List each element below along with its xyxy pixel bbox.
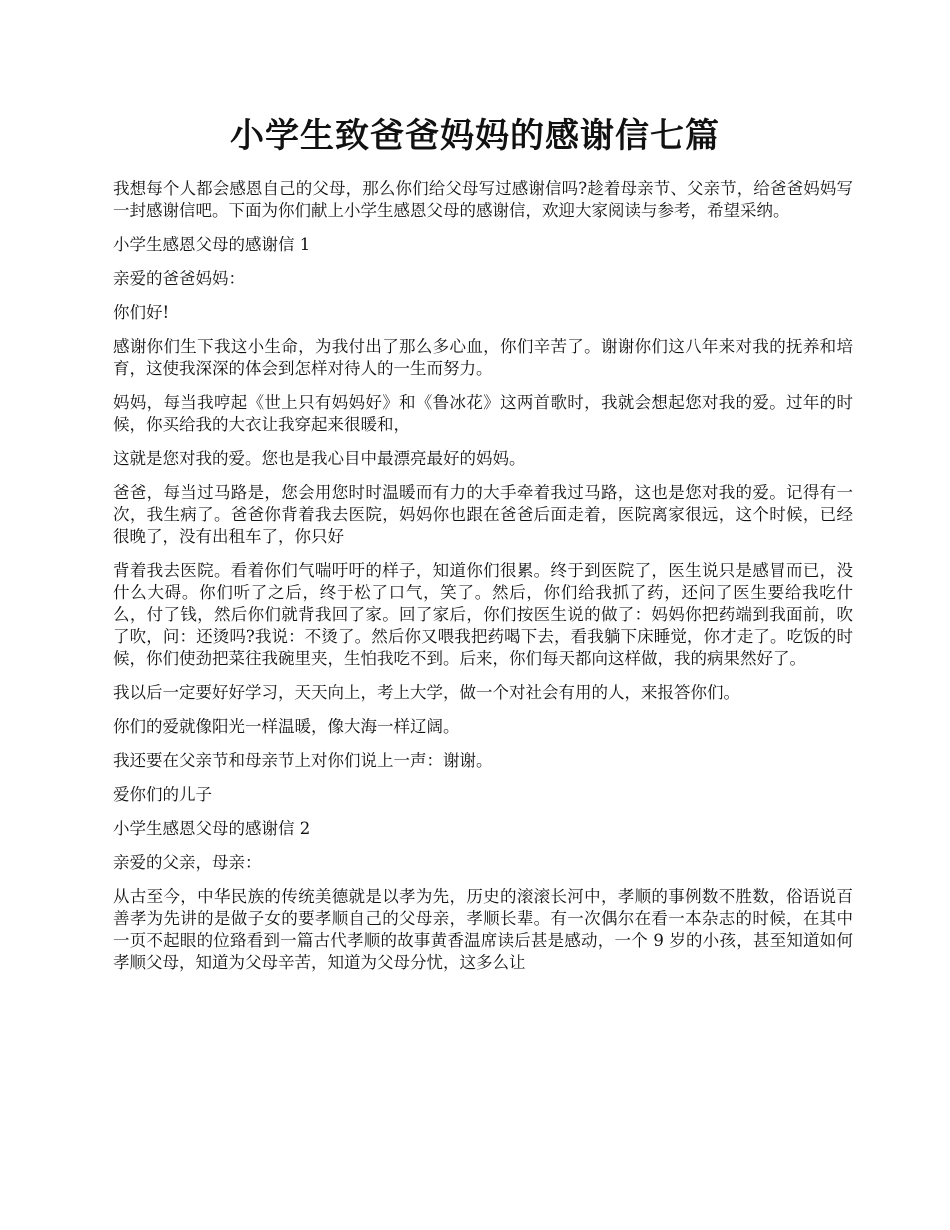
body-paragraph: 从古至今，中华民族的传统美德就是以孝为先，历史的滚滚长河中，孝顺的事例数不胜数，俗语说百善孝为先讲的是做子女的要孝顺自己的父母亲，孝顺长辈。有一次偶尔在看一本杂志的时候，在其中一页不起眼的位臵看到一篇古代孝顺的故事黄香温席读后甚是感动，一个 9 岁的小孩，甚至知道如何孝顺父母，知道为父母辛苦，知道为父母分忧，这多么让 xyxy=(113,887,853,972)
greeting: 你们好! xyxy=(113,303,170,322)
body-paragraph: 背着我去医院。看着你们气喘吁吁的样子，知道你们很累。终于到医院了，医生说只是感冒而已，没什么大碍。你们听了之后，终于松了口气，笑了。然后，你们给我抓了药，还问了医生要给我吃什么，付了钱，然后你们就背我回了家。回了家后，你们按医生说的做了：妈妈你把药端到我面前，吹了吹，问：还烫吗?我说：不烫了。然后你又喂我把药喝下去，看我躺下床睡觉，你才走了。吃饭的时候，你们使劲把菜往我碗里夹，生怕我吃不到。后来，你们每天都向这样做，我的病果然好了。 xyxy=(113,561,853,668)
body-paragraph: 感谢你们生下我这小生命，为我付出了那么多心血，你们辛苦了。谢谢你们这八年来对我的抚养和培育，这使我深深的体会到怎样对待人的一生而努力。 xyxy=(113,337,853,378)
document-body xyxy=(113,178,853,986)
section-heading-1: 小学生感恩父母的感谢信 1 xyxy=(113,235,311,254)
intro-paragraph: 我想每个人都会感恩自己的父母，那么你们给父母写过感谢信吗?趁着母亲节、父亲节，给爸爸妈妈写一封感谢信吧。下面为你们献上小学生感恩父母的感谢信，欢迎大家阅读与参考，希望采纳。 xyxy=(113,179,853,220)
body-paragraph: 你们的爱就像阳光一样温暖，像大海一样辽阔。 xyxy=(113,717,460,736)
body-paragraph: 爸爸，每当过马路是，您会用您时时温暖而有力的大手牵着我过马路，这也是您对我的爱。记得有一次，我生病了。爸爸你背着我去医院，妈妈你也跟在爸爸后面走着，医院离家很远，这个时候，已经很晚了，没有出租车了，你只好 xyxy=(113,483,853,546)
signature: 爱你们的儿子 xyxy=(113,785,212,804)
body-paragraph: 我以后一定要好好学习，天天向上，考上大学，做一个对社会有用的人，来报答你们。 xyxy=(113,683,740,702)
body-paragraph: 这就是您对我的爱。您也是我心目中最漂亮最好的妈妈。 xyxy=(113,449,526,468)
salutation: 亲爱的爸爸妈妈： xyxy=(113,269,245,288)
body-paragraph: 妈妈，每当我哼起《世上只有妈妈好》和《鲁冰花》这两首歌时，我就会想起您对我的爱。过年的时候，你买给我的大衣让我穿起来很暖和， xyxy=(113,393,853,434)
body-paragraph: 我还要在父亲节和母亲节上对你们说上一声：谢谢。 xyxy=(113,751,493,770)
document-title: 小学生致爸爸妈妈的感谢信七篇 xyxy=(230,116,720,156)
section-heading-2: 小学生感恩父母的感谢信 2 xyxy=(113,819,311,838)
salutation: 亲爱的父亲，母亲： xyxy=(113,853,262,872)
